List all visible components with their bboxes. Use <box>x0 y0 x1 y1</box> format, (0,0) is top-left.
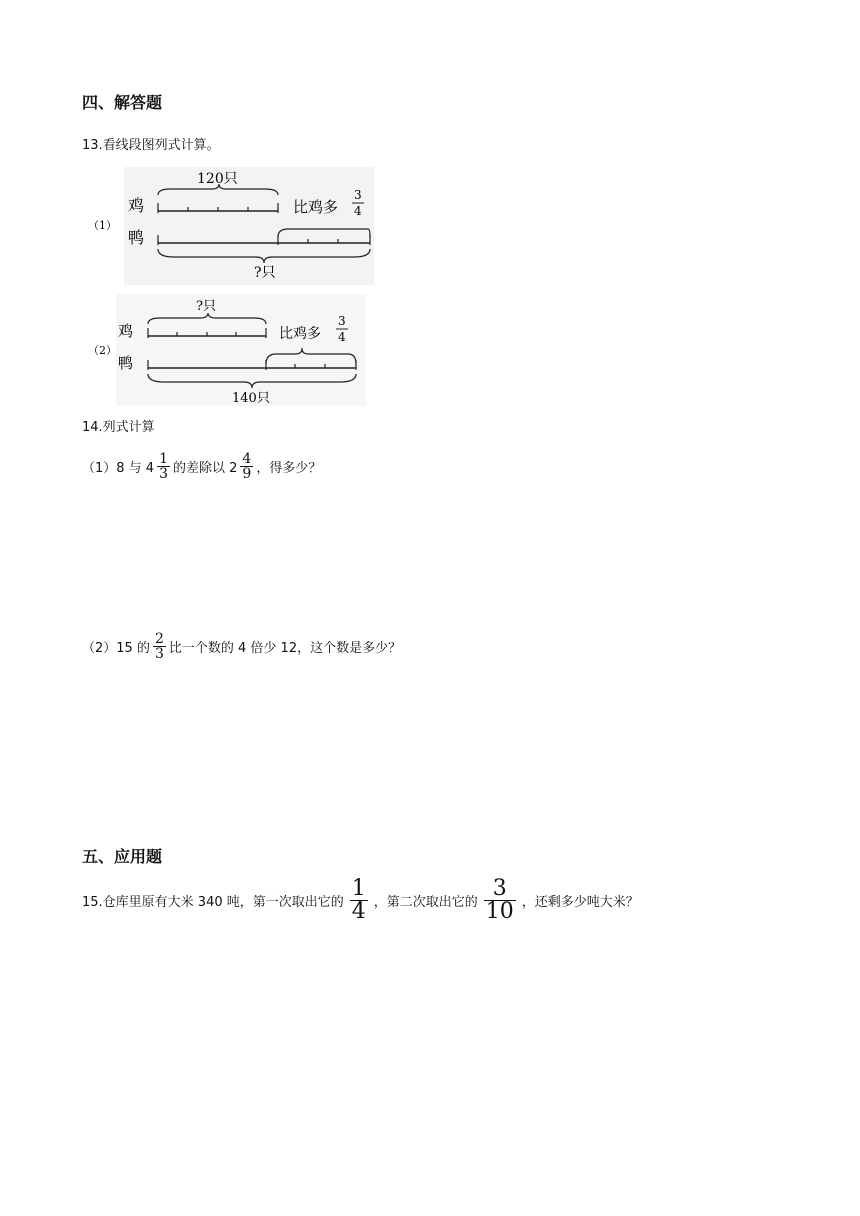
fraction-1-4: $\frac{1}{4}$ <box>351 875 366 924</box>
q14-p1-suffix: ，得多少？ <box>256 460 322 476</box>
q14-p1-prefix: （1）8 与 4 <box>82 460 155 476</box>
q14-stem: 14.列式计算 <box>82 420 155 435</box>
more-frac-den: 4 <box>338 330 346 344</box>
q13-figure-1 <box>82 165 382 287</box>
line-segment-diagram-2 <box>82 292 372 408</box>
q13-stem: 13.看线段图列式计算。 <box>82 138 220 153</box>
section-title-4: 四、解答题 <box>82 93 163 112</box>
more-frac-den: 4 <box>354 204 362 218</box>
row-label-duck: 鸭 <box>118 354 134 372</box>
row-label-duck: 鸭 <box>128 228 145 247</box>
q14-p2-suffix: 比一个数的 4 倍少 12，这个数是多少？ <box>168 640 402 656</box>
top-brace-label: 120只 <box>197 171 238 187</box>
section-title-5: 五、应用题 <box>82 847 163 866</box>
figure-background <box>116 294 366 406</box>
more-text: 比鸡多 <box>293 198 339 216</box>
top-brace-label: ?只 <box>196 299 216 314</box>
row-label-chicken: 鸡 <box>128 196 145 215</box>
q15-question <box>82 875 639 924</box>
q14-p2-prefix: （2）15 的 <box>82 640 150 656</box>
figure-background <box>124 167 374 285</box>
q15-suffix: ，还剩多少吨大米？ <box>521 894 639 910</box>
q14-part-2 <box>82 626 401 666</box>
q14-part-1 <box>82 446 321 486</box>
q15-prefix: 15.仓库里原有大米 340 吨，第一次取出它的 <box>82 894 344 910</box>
row-label-chicken: 鸡 <box>118 322 134 340</box>
more-text: 比鸡多 <box>279 326 321 342</box>
fraction-3-10: $\frac{3}{10}$ <box>485 875 514 924</box>
line-segment-diagram-1 <box>82 165 382 287</box>
part-label: （1） <box>88 219 117 232</box>
more-frac-num: 3 <box>354 188 362 202</box>
q15-mid: ，第二次取出它的 <box>373 894 478 910</box>
q14-p1-mid: 的差除以 2 <box>173 460 238 476</box>
q13-figure-2 <box>82 292 372 408</box>
fraction-4-9: $\frac{4}{9}$ <box>242 450 252 482</box>
fraction-1-3: $\frac{1}{3}$ <box>159 450 168 482</box>
more-frac-num: 3 <box>338 314 346 328</box>
bottom-brace-label: ?只 <box>254 265 276 281</box>
fraction-2-3: $\frac{2}{3}$ <box>154 630 164 662</box>
bottom-brace-label: 140只 <box>232 391 270 406</box>
part-label: （2） <box>88 344 117 357</box>
